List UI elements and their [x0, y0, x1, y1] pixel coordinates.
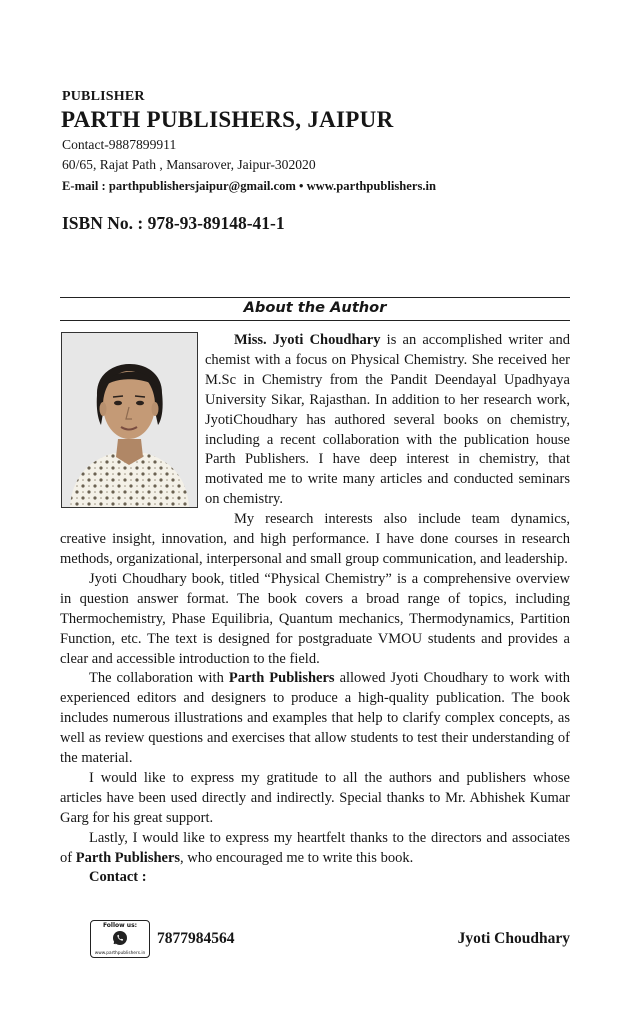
contact-heading: Contact :: [89, 869, 147, 886]
contact-phone: 7877984564: [157, 930, 235, 947]
collab-post: allowed Jyoti Choudhary to work with experienced editors and designers to produce a high-quality publication. The book includes numerous illustrations and examples that help to clarify complex concepts, as well as review questions and exercises that allow students to test their understanding of the material.: [60, 670, 570, 767]
publisher-address: 60/65, Rajat Path , Mansarover, Jaipur-302020: [62, 157, 316, 172]
paragraph-collaboration: [60, 669, 570, 769]
paragraph-research-interests: My research interests also include team dynamics, creative insight, innovation, and high performance. I have done courses in research methods, organizational, interpersonal and small group communication, and leadership.: [60, 511, 570, 567]
follow-us-badge: [90, 920, 150, 958]
publisher-email-line: E-mail : parthpublishersjaipur@gmail.com • www.parthpublishers.in: [62, 179, 437, 193]
author-signature-name: Jyoti Choudhary: [457, 930, 570, 947]
paragraph-book-overview: Jyoti Choudhary book, titled “Physical Chemistry” is a comprehensive overview in question answer format. The book covers a broad range of topics, including Thermochemistry, Phase Equilibria, Quantum mechanics, Thermodynamics, Partition Function, etc. The text is designed for postgraduate VMOU students and provides a clear and accessible introduction to the field.: [60, 570, 570, 667]
photo-text-wrap-spacer: [60, 331, 205, 529]
author-name-bold: Miss. Jyoti Choudhary: [234, 332, 381, 348]
about-author-text: [60, 331, 570, 888]
follow-us-url: www.parthpublishers.in: [94, 951, 146, 956]
isbn-number: ISBN No. : 978-93-89148-41-1: [62, 213, 285, 233]
paragraph-thanks: [60, 829, 570, 869]
publisher-label: PUBLISHER: [62, 89, 145, 104]
thanks-publisher-bold: Parth Publishers: [75, 849, 181, 866]
follow-us-label: Follow us:: [102, 922, 138, 929]
whatsapp-icon: [112, 930, 128, 946]
section-title: About the Author: [243, 299, 387, 316]
thanks-post: , who encouraged me to write this book.: [180, 849, 414, 866]
collab-pre: The collaboration with: [89, 670, 229, 687]
collab-publisher-bold: Parth Publishers: [228, 670, 335, 687]
paragraph-gratitude: I would like to express my gratitude to all the authors and publishers whose articles have been used directly and indirectly. Special thanks to Mr. Abhishek Kumar Garg for his great support.: [60, 769, 570, 826]
thanks-pre: Lastly, I would like to express my heartfelt thanks to the directors and associates of: [60, 829, 570, 866]
publisher-name: PARTH PUBLISHERS, JAIPUR: [61, 107, 394, 132]
publisher-contact: Contact-9887899911: [62, 137, 177, 152]
top-divider: [60, 297, 570, 298]
intro-text: is an accomplished writer and chemist with a focus on Physical Chemistry. She received her M.Sc in Chemistry from the Pandit Deendayal Upadhyaya University Sikar, Rajasthan. In addition to her research work, JyotiChoudhary has authored several books on chemistry, including a recent collaboration with the publication house Parth Publishers. I have deep interest in chemistry, that motivated me to write many articles and conducted seminars on chemistry.: [205, 332, 570, 508]
bottom-divider: [60, 320, 570, 321]
